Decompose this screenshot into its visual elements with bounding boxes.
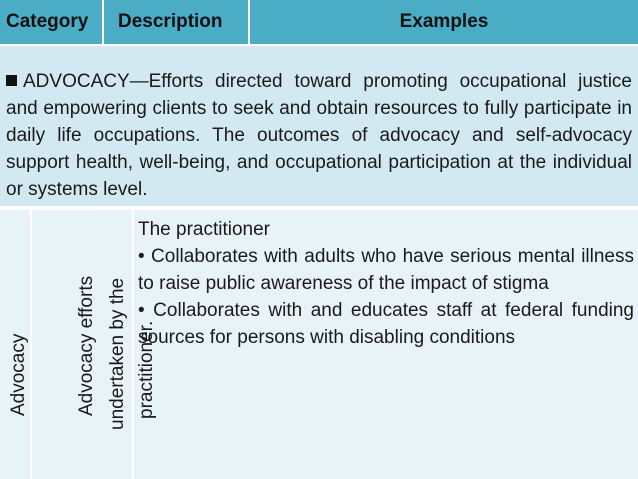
description-cell <box>32 210 157 479</box>
header-category: Category <box>0 0 104 44</box>
examples-intro: The practitioner <box>138 219 271 240</box>
square-bullet-icon <box>6 75 17 86</box>
advocacy-table-row <box>0 210 638 479</box>
example-item: • Collaborates with and educates staff at federal funding sources for persons with disabling conditions <box>138 300 634 348</box>
table-header-row <box>0 0 638 46</box>
category-label: Advocacy <box>8 333 29 416</box>
category-cell <box>0 210 32 479</box>
example-item: • Collaborates with adults who have serious mental illness to raise public awareness of the impact of stigma <box>138 246 634 294</box>
header-description: Description <box>104 0 250 44</box>
examples-cell <box>138 216 634 351</box>
description-line: practitioner. <box>136 320 157 419</box>
advocacy-definition-text: ADVOCACY—Efforts directed toward promoting occupational justice and empowering clients to seek and obtain resources to fully participate in daily life occupations. The outcomes of advocacy and self-advocacy support health, well-being, and occupational participation at the individual or systems level. <box>6 71 632 200</box>
header-examples: Examples <box>399 11 489 32</box>
description-line: Advocacy efforts <box>76 275 97 416</box>
description-line: undertaken by the <box>107 277 128 430</box>
advocacy-definition-row <box>0 46 638 208</box>
